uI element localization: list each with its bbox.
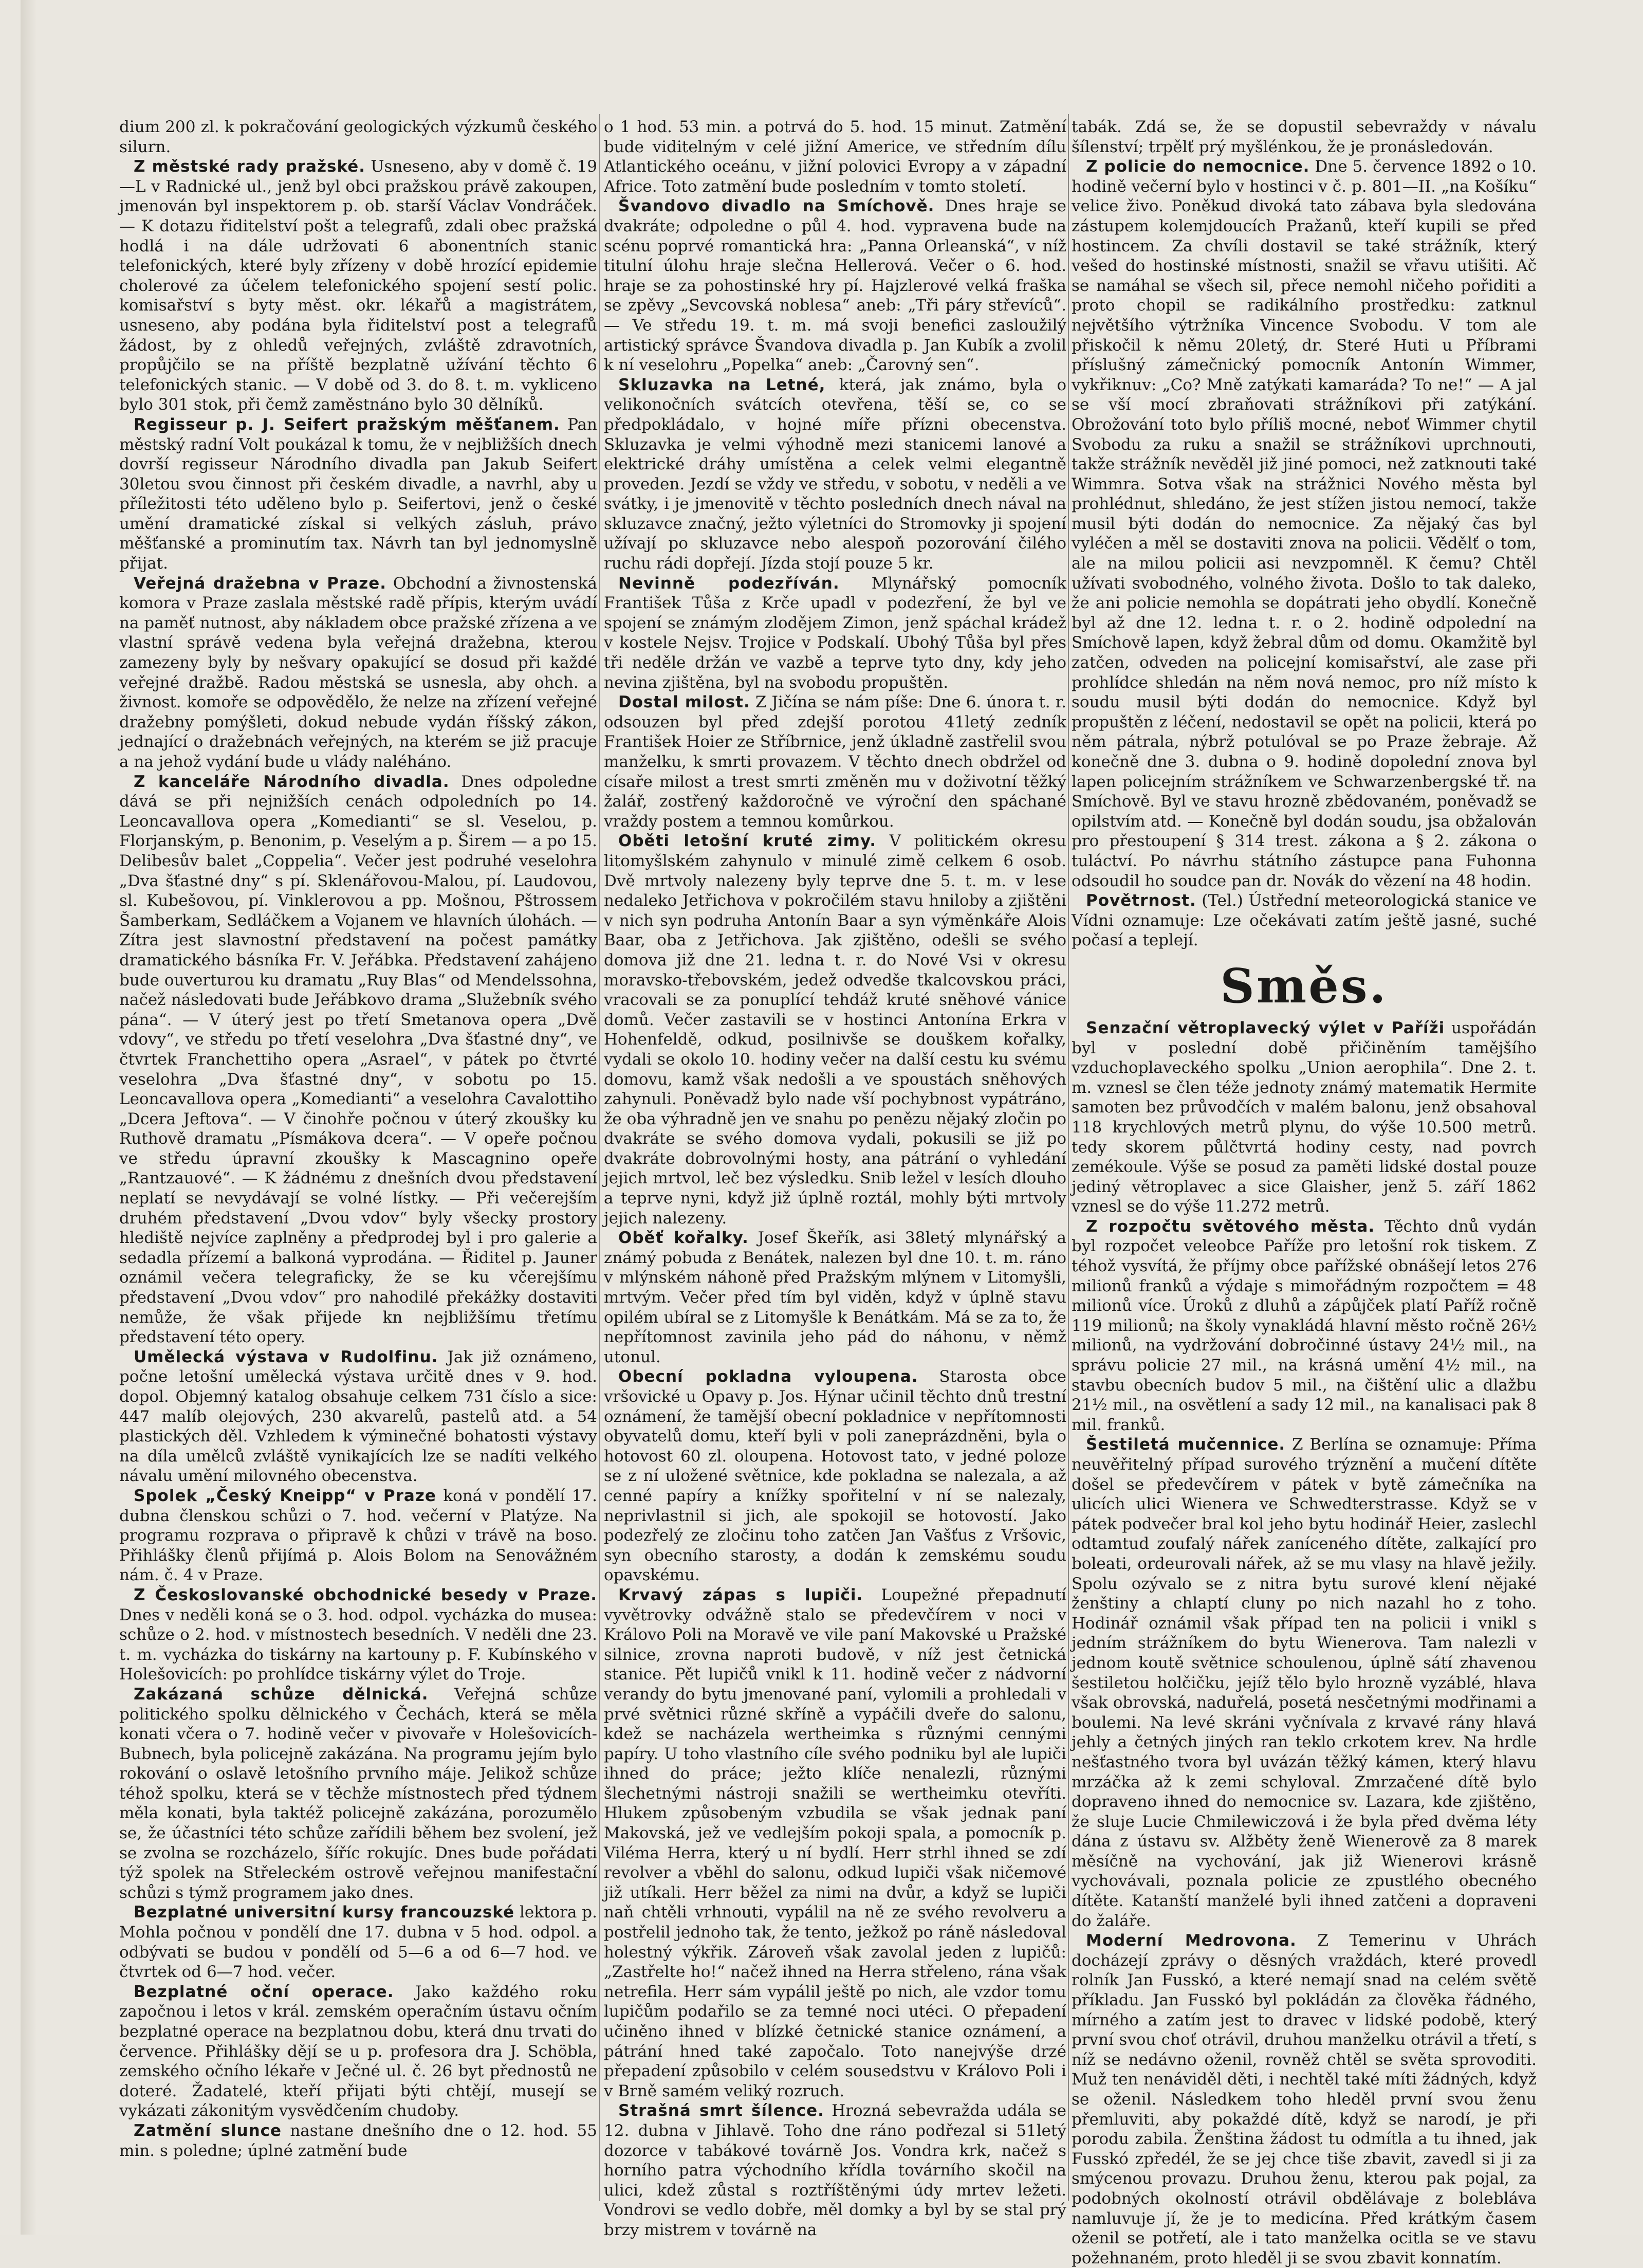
- article-heading: Bezplatné universitní kursy francouzské: [134, 1903, 515, 1922]
- article-text: (Tel.) Ústřední meteorologická stanice ve Vídni oznamuje: Lze očekávati zatím ještě jasné, suché počasí a teplejí.: [1072, 891, 1537, 950]
- article: [119, 1585, 597, 1685]
- article: [119, 772, 597, 1347]
- article: [1072, 117, 1537, 157]
- article: [1072, 1435, 1537, 1931]
- article-text: Jako každého roku započnou i letos v král. zemském operačním ústavu očním bezplatné operace na bezplatnou dobu, která dnu trvati do července. Přihlášky dějí se u p. profesora dra J. Schöbla, zemského očního lékaře v Ječné ul. č. 26 byt přednostů ne doteré. Žadatelé, kteří přijati býti chtějí, musejí se vykázati zákonitým vysvědčením chudoby.: [119, 1982, 597, 2120]
- article: [604, 2101, 1066, 2240]
- article: [604, 196, 1066, 375]
- article-text: Obchodní a živnostenská komora v Praze zaslala městské radě přípis, kterým uvádí na paměť nutnost, aby nákladem obce pražské zřízena a ve vlastní správě vedena byla veřejná dražebna, kterou zamezeny byly by nešvary opakující se dosud při každé veřejné dražbě. Radou městská se usnesla, aby ohch. a živnost. komoře se odpovědělo, že nelze na zřízení veřejné dražebny pomýšleti, dokud nebude vydán říšský zákon, jednající o dražebnách veřejných, na kterém se již pracuje a na jehož vydání bude u vlády naléháno.: [119, 574, 598, 771]
- article: [604, 831, 1066, 1228]
- article-text: Těchto dnů vydán byl rozpočet veleobce Paříže pro letošní rok tiskem. Z téhož vysvítá, že příjmy obce pařížské obnášejí letos 276 milionů franků a výdaje s mimořádným rozpočtem = 48 milionů více. Úroků z dluhů a zápůjček platí Paříž ročně 119 milionů; na školy vynakládá hlavní město ročně 26½ milionů, na vydržování dobročinné ústavy 24½ mil., na správu policie 27 mil., na krásná umění 4½ mil., na stavbu obecních budov 5 mil., na čištění ulic a dlažbu 21½ mil., na osvětlení a sady 12 mil., na kanalisaci pak 8 mil. franků.: [1072, 1217, 1537, 1434]
- article-heading: Veřejná dražebna v Praze.: [134, 574, 386, 593]
- column-2: [604, 117, 1067, 2239]
- article-text: Josef Škeřík, asi 38letý mlynářský a známý pobuda z Benátek, nalezen byl dne 10. t. m. ráno v mlýnském náhoně před Pražským mlýnem v Litomyšli, mrtvým. Večer před tím byl viděn, když v úplně stavu opilém ubíral se z Litomyšle k Benátkám. Má se za to, že nepřítomnost zavinila jeho pád do náhonu, v němž utonul.: [604, 1229, 1066, 1366]
- article-heading: Oběti letošní kruté zimy.: [618, 832, 877, 851]
- article: [119, 157, 597, 415]
- article-text: nastane dnešního dne o 12. hod. 55 min. s poledne; úplné zatmění bude: [119, 2121, 597, 2160]
- article: [604, 1228, 1066, 1367]
- article: [1072, 1018, 1537, 1217]
- article-text: dium 200 zl. k pokračování geologických výzkumů českého silurn.: [119, 118, 597, 156]
- article: [119, 1486, 597, 1585]
- article-heading: Oběť kořalky.: [618, 1229, 749, 1248]
- article-text: Dnes hraje se dvakráte; odpoledne o půl 4. hod. vypravena bude na scénu poprvé romantická hra: „Panna Orleanská“, v níž titulní úlohu hraje slečna Hellerová. Večer o 6. hod. hraje se za pohostinské hry pí. Hajzlerové velká fraška se zpěvy „Sevcovská noblesa“ aneb: „Tři páry střevíců“. — Ve středu 19. t. m. má svoji benefici zasloužilý artistický správce Švandova divadla p. Jan Kubík a zvolil k ní veselohru „Popelka“ aneb: „Čarovný sen“.: [604, 197, 1066, 375]
- article-heading: Zatmění slunce: [134, 2121, 282, 2140]
- article: [1072, 157, 1537, 891]
- article-heading: Z kanceláře Národního divadla.: [134, 772, 450, 791]
- article: [1072, 1931, 1537, 2268]
- article-text: koná v pondělí 17. dubna členskou schůzi o 7. hod. večerní v Platýze. Na programu rozprava o připravě k chůzi v trávě na boso. Přihlášky členů přijímá p. Alois Bolom na Senovážném nám. č. 4 v Praze.: [119, 1486, 597, 1585]
- article-heading: Umělecká výstava v Rudolfinu.: [134, 1347, 438, 1366]
- article-heading: Strašná smrt šílence.: [618, 2101, 824, 2120]
- article-text: Usneseno, aby v domě č. 19—L v Radnické ul., jenž byl obci pražskou právě zakoupen, jmenován byl inspektorem p. ob. starší Václav Vondráček. — K dotazu řiditelství pošt a telegrafů, zdali obec pražská hodlá i na dále udržovati 6 abonentních stanic telefonických, které byly zřízeny v době hrozící epidemie cholerové za účelem telefonického spojení sestí polic. komisařství s byty měst. okr. lékařů a magistrátem, usneseno, aby podána byla řiditelství post a telegrafů žádost, by z ohledů veřejných, zvláště zdravotních, propůjčilo se na příště bezplatně užívání těchto 6 telefonických stanic. — V době od 3. do 8. t. m. vykliceno bylo 301 stok, při čemž zaměstnáno bylo 30 dělníků.: [119, 157, 598, 414]
- article-text: Pan městský radní Volt poukázal k tomu, že v nejbližších dnech dovrší regisseur Národního divadla pan Jakub Seifert 30letou svou činnost při českém divadle, a navrhl, aby u příležitosti této uděleno bylo p. Seifertovi, jenž o české umění dramatické získal si velkých zásluh, právo měšťanské a prominutím tax. Návrh tan byl jednomyslně přijat.: [119, 415, 598, 573]
- article-heading: Krvavý zápas s lupiči.: [618, 1585, 863, 1604]
- article-text: Hrozná sebevražda udála se 12. dubna v Jihlavě. Toho dne ráno podřezal si 51letý dozorce v tabákové továrně Jos. Vondra krk, načež s horního patra východního křídla továrního skočil na ulici, kdež zůstal s roztříštěnými údy mrtev ležeti. Vondrovi se vedlo dobře, měl domky a byl by se stal prý brzy mistrem v továrně na: [604, 2101, 1067, 2239]
- article-text: V politickém okresu litomyšlském zahynulo v minulé zimě celkem 6 osob. Dvě mrtvoly nalezeny byly teprve dne 5. t. m. v lese nedaleko Jetřichova v pokročilém stavu hniloby a zjištěni v nich syn podruha Antonín Baar a syn výměnkáře Alois Baar, oba z Jetřichova. Jak zjištěno, odešli se svého domova již dne 21. ledna t. r. do Nové Vsi v okresu moravsko-třebovském, jedež odvedše tkalcovskou práci, vracovali se za ponuplící tehdáž kruté sněhové vánice domů. Večer zastavili se v hostinci Antonína Erkra v Hohenfeldě, odkud, posilnivše se douškem kořalky, vydali se okolo 10. hodiny večer na další cestu ku svému domovu, kamž však nedošli a ve spoustách sněhových zahynuli. Poněvadž bylo nade vší pochybnost vypátráno, že oba výhradně jen ve snahu po penězu nějaký zločin po dvakráte se svého domova vydali, pokusili se již po dvakráte dobrovolnými hosty, ana pátrání o vyhledání jejich mrtvol, leč bez výsledku. Snib ležel v lesích dlouho a teprve nyni, když již úplně roztál, mohly býti mrtvoly jejich nalezeny.: [604, 832, 1066, 1228]
- article-text: Dnes v neděli koná se o 3. hod. odpol. vycházka do musea: schůze o 2. hod. v místnostech besedních. V neděli dne 23. t. m. vycházka do tiskárny na kartouny p. F. Kubínského v Holešovicích: po prohlídce tiskárny výlet do Troje.: [119, 1605, 597, 1684]
- article: [604, 1585, 1066, 2101]
- column-rule-2: [1068, 114, 1069, 2201]
- article: [119, 1982, 597, 2121]
- article-text: Z Berlína se oznamuje: Příma neuvěřitelný případ surového trýznění a mučení dítěte došel se předevčírem v pátek v bytě zámečníka na ulicích ulici Wienera ve Schwedterstrasse. Když se v pátek podvečer bral kol jeho bytu hodinář Heier, zaslechl odtamtud zoufalý nářek zaníceného dítěte, zalkající pro boleati, ordeurovali nářek, až se mu vlasy na hlavě ježily. Spolu ozývalo se z nitra bytu surové klení nějaké ženštiny a chlaptí cluny po nich nazahl ho z toho. Hodinář oznámil však případ ten na policii i vnikl s jedním strážníkem do bytu Wienerova. Tam nalezli v jednom koutě světnice schoulenou, úplně sátí zhavenou šestiletou holčičku, jejíž tělo bylo hrozně vyzáblé, hlava však obrovská, naduřelá, posetá nesčetnými modřinami a boulemi. Na levé skráni vyčnívala z krvavé rány hlavá jehly a četných jiných ran teklo crkotem krev. Na hrdle nešťastného tvora byl uvázán těžký kámen, který hlavu mrzáčka až k zemi schyloval. Zmrzačené dítě bylo dopraveno ihned do nemocnice sv. Lazara, kde zjištěno, že sluje Lucie Chmilewiczová i že byla před dvěma léty dána z ústavu sv. Alžběty ženě Wienerově za 8 marek měsíčně na vychování, jak již Wienerovi krásně vychovávali, poznala policie ze zpustlého obecného dítěte. Katanští manželé byli ihned zatčeni a dopraveni do žaláře.: [1072, 1435, 1537, 1930]
- article-heading: Z Českoslovanské obchodnické besedy v Praze.: [134, 1585, 597, 1604]
- article-text: Dnes odpoledne dává se při nejnižších cenách odpoledních po 14. Leoncavallova opera „Komedianti“ se sl. Veselou, p. Florjanským, p. Benonim, p. Veselým a p. Širem — a po 15. Delibesův balet „Coppelia“. Večer jest podruhé veselohra „Dva šťastné dny“ s pí. Sklenářovou-Malou, pí. Laudovou, sl. Kubešovou, pí. Vinklerovou a pp. Mošnou, Pštrossem Šamberkam, Sedláčkem a Vojanem ve hlavních úlohách. — Zítra jest slavnostní představení na počest památky dramatického básníka Fr. V. Jeřábka. Představení zahájeno bude ouverturou ku dramatu „Ruy Blas“ od Mendelssohna, načež následovati bude Jeřábkovo drama „Služebník svého pána“. — V úterý jest po třetí Smetanova opera „Dvě vdovy“, ve středu po třetí veselohra „Dva šťastné dny“, ve čtvrtek Franchettiho opera „Asrael“, v pátek po čtvrté veselohra „Dva šťastné dny“, v sobotu po 15. Leoncavallova opera „Komedianti“ a veselohra Cavalottiho „Dcera Jeftova“. — V činohře počnou v úterý zkoušky ku Ruthově dramatu „Písmákova dcera“. — V opeře počnou ve středu úpravní zkoušky k Mascagnino opeře „Rantzauové“. — K žádnému z dnešních dvou představení neplatí se nevydávají se volné lístky. — Při večerejším druhém představení „Dvou vdov“ byly všecky prostory hlediště nejvíce zaplněny a předprodej byl i pro galerie a sedadla přízemí a balkoná vyprodána. — Řiditel p. Jauner oznámil večera telegraficky, že se ku včerejšímu představení „Dvou vdov“ pro nahodilé překážky dostaviti nemůže, že však přijede kn nejbližšímu třetímu představení této opery.: [119, 772, 598, 1347]
- article-text: uspořádán byl v poslední době přičiněním tamějšího vzduchoplaveckého spolku „Union aerophila“. Dne 2. t. m. vznesl se člen téže jednoty známý matematik Hermite samoten bez průvodčích v malém balonu, jenž obsahoval 118 krychlových metrů plynu, do výše 10.500 metrů. tedy skorem půlčtvrtá hodiny cesty, nad povrch zemékoule. Výše se posud za paměti lidské dostal pouze jediný větroplavec a sice Glaisher, jenž 5. září 1862 vznesl se do výše 11.272 metrů.: [1072, 1018, 1537, 1216]
- article-text: Mlynářský pomocník František Tůša z Krče upadl v podezření, že byl ve spojení se známým zlodějem Zimon, jenž spáchal krádež v kostele Nejsv. Trojice v Podskalí. Ubohý Tůša byl přes tři neděle držán ve vazbě a teprve tyto dny, kdy jeho nevina zjištěna, byl na svobodu propuštěn.: [604, 574, 1066, 692]
- article-text: lektora p. Mohla počnou v pondělí dne 17. dubna v 5 hod. odpol. a odbývati se budou v pondělí od 5—6 a od 6—7 hod. ve čtvrtek od 6—7 hod. večer.: [119, 1903, 598, 1982]
- article-heading: Bezplatné oční operace.: [134, 1982, 394, 2001]
- article-heading: Senzační větroplavecký výlet v Paříži: [1086, 1018, 1445, 1037]
- article: [604, 375, 1066, 574]
- article: [1072, 1217, 1537, 1435]
- column-1: [119, 117, 597, 2204]
- article-heading: Skluzavka na Letné,: [618, 375, 826, 394]
- article: [119, 1903, 597, 1982]
- section-heading: Směs.: [1220, 958, 1388, 1014]
- article: [604, 692, 1066, 831]
- article-heading: Regisseur p. J. Seifert pražským měšťanem.: [134, 415, 560, 434]
- article-heading: Zakázaná schůze dělnická.: [134, 1685, 429, 1704]
- column-3: [1072, 117, 1537, 2267]
- article: [119, 415, 597, 574]
- article-text: Veřejná schůze politického spolku dělnického v Čechách, která se měla konati včera o 7. hodině večer v pivovaře v Holešovicích-Bubnech, byla policejně zakázána. Na programu jejím bylo rokování o oslavě letošního prvního máje. Jelikož schůze téhož spolku, která se v těchže místnostech před týdnem měla konati, byla taktéž policejně zakázána, porozumělo se, že účastníci této schůze zařídili během bez svolení, jež se zvolna se rozcházelo, šíříc rokujíc. Dnes bude pořádati týž spolek na Střeleckém ostrově veřejnou manifestační schůzi s týmž programem jako dnes.: [119, 1685, 597, 1902]
- article: [604, 117, 1066, 196]
- article-text: tabák. Zdá se, že se dopustil sebevraždy v návalu šílenství; trpělť prý myšlénkou, že je pronásledován.: [1072, 118, 1537, 156]
- article: [119, 1685, 597, 1903]
- binding-shadow: [21, 0, 37, 2235]
- article-heading: Obecní pokladna vyloupena.: [618, 1367, 918, 1386]
- article-text: Loupežné přepadnutí vyvětrovky odvážně stalo se předevčírem v noci v Královo Poli na Moravě ve vile paní Makovské u Pražské silnice, zrovna naproti budově, v níž jest četnická stanice. Pět lupičů vnikl k 11. hodině večer z nádvorní verandy do bytu jmenované paní, vylomili a prohledali v prvé světnici různé skříně a vypáčili dveře do salonu, kdež se nacházela wertheimka s různými cennými papíry. U toho vlastního cíle svého podniku byl ale lupiči ihned do práce; ježto klíče nenalezli, různými šlechetnými nástroji snažili se wertheimku otevříti. Hlukem způsobeným vzbudila se však jednak paní Makovská, jež ve vedlejším pokoji spala, a pomocník p. Viléma Herra, který u ní bydlí. Herr strhl ihned se zdí revolver a vběhl do salonu, odkud lupiči však ničemové již utíkali. Herr běžel za nimi na dvůr, a když se lupiči naň chtěli vrhnouti, vypálil na ně ze svého revolveru a postřelil jednoho tak, že tento, ježkož po ráně následoval holestný výkřik. Zároveň však zavolal jeden z lupičů: „Zastřelte ho!“ načež ihned na Herra střeleno, rána však netrefila. Herr sám vypálil ještě po nich, ale vzdor tomu lupičům podařilo se za temné noci utéci. O přepadení učiněno ihned v blízké četnické stanice oznámení, a pátrání hned také započalo. Toto nanejvýše drzé přepadení způsobilo v celém sousedstvu v Královo Poli i v Brně samém veliký rozruch.: [604, 1585, 1066, 2100]
- article-heading: Nevinně podezříván.: [618, 574, 840, 593]
- article-text: Starosta obce vršovické u Opavy p. Jos. Hýnar učinil těchto dnů trestní oznámení, že tamější obecní pokladnice v nepřítomnosti obyvatelů domu, kteří byli v poli zaneprázdněni, byla o hotovost 60 zl. oloupena. Hotovost tato, v jedné poloze se z ní uložené světnice, kde pokladna se nalezala, a až cenné papíry a knížky spořitelní v ní se nalezaly, neprivlastnil si jich, ale spokojil se hotovostí. Jako podezřelý ze zločinu toho zatčen Jan Vašťus z Vršovic, syn obecního starosty, a dodán k zemskému soudu opavskému.: [604, 1367, 1066, 1585]
- article-heading: Moderní Medrovona.: [1086, 1931, 1297, 1950]
- article: [119, 117, 597, 157]
- article-text: Dne 5. července 1892 o 10. hodině večerní bylo v hostinci v č. p. 801—II. „na Košíku“ velice živo. Poněkud divoká tato zábava byla sledována zástupem kolemjdoucích Pražanů, kteří kupili se před hostincem. Za chvíli dostavil se také strážník, který vešed do hostinské místnosti, snažil se vřavu utišiti. Ač se namáhal se všech sil, přece nemohl ničeho pořiditi a proto chopil se radikálního prostředku: zatknul největšího výtržníka Vincence Svobodu. V tom ale přiskočil k němu 20letý, dr. Steré Huti u Příbrami příslušný zámečnický pomocník Antonín Wimmer, vykřiknuv: „Co? Mně zatýkati kamaráda? To ne!“ — A jal se vší mocí zbraňovati strážníkovi při zatýkání. Obrožování toto bylo příliš mocné, neboť Wimmer chytil Svobodu za ruku a snažil se strážníkovi uprchnouti, takže strážník nevěděl již jiné pomoci, než zatknouti také Wimmra. Sotva však na strážnici Nového města byl prohlédnut, shledáno, že jest stížen jistou nemocí, takže musil býti dodán do nemocnice. Za nějaký čas byl vyléčen a měl se dostaviti znova na policii. Vědělť o tom, ale na milou policii asi nevzpomněl. K čemu? Chtěl užívati svobodného, volného života. Došlo to tak daleko, že ani policie nemohla se dopátrati jeho obydlí. Konečně byl až dne 12. ledna t. r. o 2. hodině odpolední na Smíchově lapen, když žebral dům od domu. Okamžitě byl zatčen, odveden na policejní komisařství, ale zase při prohlídce shledán na něm nová nemoc, pro níž místo k soudu musil býti dodán do nemocnice. Když byl propuštěn z léčení, nedostavil se opět na policii, která po něm pátrala, nýbrž potulóval se po Praze žebraje. Až konečně dne 3. dubna o 9. hodině dopolední znova byl lapen policejním strážníkem ve Schwarzenbergské tř. na Smíchově. Byl ve stavu hrozně zbědovaném, poněvadž se opilstvím atd. — Konečně byl dodán soudu, jsa obžalován pro přestoupení § 314 trest. zákona a § 2. zákona o tuláctví. Po návrhu státního zástupce pana Fuhonna odsoudil ho soudce pan dr. Novák do vězení na 48 hodin.: [1072, 157, 1537, 890]
- article-text: Z Temerinu v Uhrách docházejí zprávy o děsných vraždách, které provedl rolník Jan Fusskó, a které nemají snad na celém světě příkladu. Jan Fusskó byl pokládán za člověka řádného, mírného a zatím jest to dravec v lidské podobě, který první svou choť otrávil, druhou manželku otrávil a třetí, s níž se nedávno oženil, rovněž chtěl se světa sprovoditi. Muž ten nenáviděl děti, i nechtěl také míti žádných, když se oženil. Následkem toho hleděl první svou ženu přemluviti, aby pokaždé dítě, když se narodí, je při porodu zabila. Ženština žádost tu odmítla a tu ihned, jak Fusskó zpředél, že se jej chce tiše zbavit, zavedl si ji za smýcenou provazu. Druhou ženu, kterou pak pojal, za podobných okolností otrávil obdělávaje z bolebláva namluvuje jí, že je to medicína. Před krátkým časem oženil se potřetí, ale i tato manželka ocitla se ve stavu požehnaném, proto hleděl ji se svou zbavit konnatím.: [1072, 1931, 1537, 2267]
- article-text: která, jak známo, byla o velikonočních svátcích otevřena, těší se, co se předpokládalo, v hojné míře přízni obecenstva. Skluzavka je velmi výhodně mezi stanicemi lanové a elektrické dráhy umístěna a celek velmi elegantně proveden. Jezdí se vždy ve středu, v sobotu, v neděli a ve svátky, i je jmenovitě v těchto posledních dnech nával na skluzavce značný, ježto výletníci do Stromovky ji spojení užívají po skluzavce nebo alespoň pozorování čilého ruchu rádi dopřejí. Jízda stojí pouze 5 kr.: [604, 375, 1066, 573]
- article: [604, 574, 1066, 693]
- article: [604, 1367, 1066, 1585]
- article-heading: Z městské rady pražské.: [134, 157, 366, 176]
- article-heading: Povětrnost.: [1086, 891, 1196, 910]
- article-heading: Spolek „Český Kneipp“ v Praze: [134, 1486, 436, 1505]
- column-rule-1: [599, 114, 600, 2201]
- article-heading: Šestiletá mučennice.: [1086, 1435, 1286, 1454]
- article: [119, 574, 597, 772]
- article: [1072, 891, 1537, 950]
- article-text: o 1 hod. 53 min. a potrvá do 5. hod. 15 minut. Zatmění bude viditelným v celé jižní Americe, ve středním dílu Atlantického oceánu, v jižní polovici Evropy a v západní Africe. Toto zatmění bude posledním v tomto století.: [604, 118, 1066, 196]
- article-heading: Z rozpočtu světového města.: [1086, 1217, 1375, 1236]
- article: [119, 1347, 597, 1486]
- article-heading: Z policie do nemocnice.: [1086, 157, 1310, 176]
- article-text: Jak již oznámeno, počne letošní umělecká výstava určitě dnes v 9. hod. dopol. Objemný katalog obsahuje celkem 731 číslo a sice: 447 malíb olejových, 230 akvarelů, pastelů atd. a 54 plastických děl. Vzhledem k výminečné bohatosti výstavy na díla umělců zvláště vynikajících lze se nadíti velkého návalu umění milovného obecenstva.: [119, 1347, 597, 1486]
- article-heading: Dostal milost.: [618, 693, 750, 712]
- article-heading: Švandovo divadlo na Smíchově.: [618, 197, 935, 216]
- article-text: Z Jičína se nám píše: Dne 6. února t. r. odsouzen byl před zdejší porotou 41letý zedník František Hoier ze Stříbrnice, jenž úkladně zastřelil svou manželku, k smrti provazem. V těchto dnech obdržel od císaře milost a trest smrti změněn mu v doživotní těžký žalář, zostřený každoročně ve výroční den spáchané vraždy postem a temnou komůrkou.: [604, 693, 1067, 831]
- article: [119, 2121, 597, 2161]
